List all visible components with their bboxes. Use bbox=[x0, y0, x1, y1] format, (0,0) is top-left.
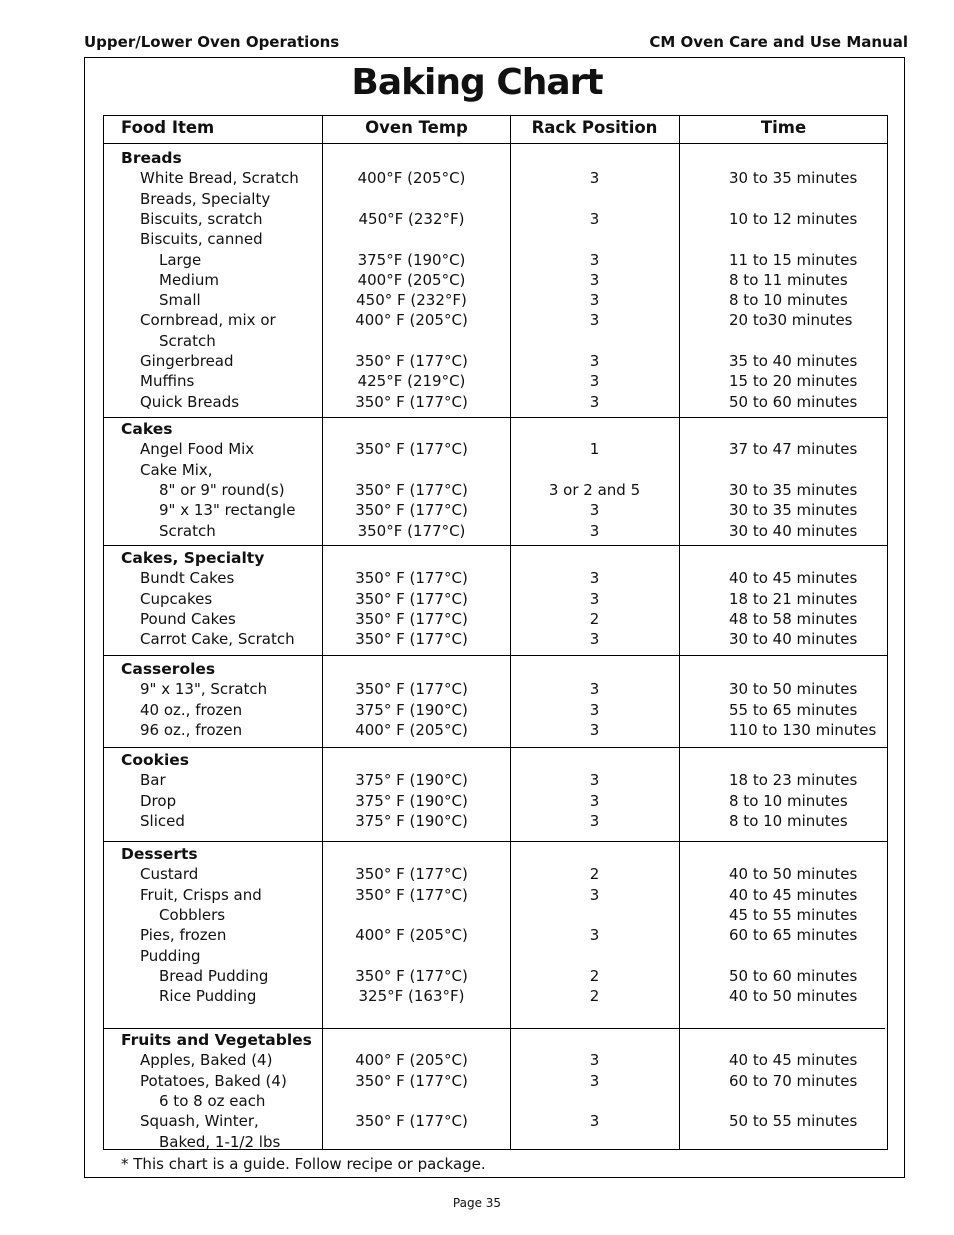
section-heading: Cakes, Specialty bbox=[121, 549, 265, 567]
bake-time: 40 to 50 minutes bbox=[729, 987, 858, 1006]
food-item: Custard bbox=[140, 865, 199, 884]
section-divider bbox=[103, 545, 888, 546]
oven-temp: 350° F (177°C) bbox=[355, 609, 468, 628]
rack-position: 3 bbox=[589, 569, 600, 588]
bake-time: 50 to 60 minutes bbox=[729, 966, 858, 985]
food-item: Medium bbox=[159, 270, 219, 289]
header-manual-title: CM Oven Care and Use Manual bbox=[649, 33, 908, 51]
food-item: Baked, 1-1/2 lbs bbox=[159, 1132, 281, 1151]
oven-temp: 375° F (190°C) bbox=[355, 700, 468, 719]
section-heading: Casseroles bbox=[121, 660, 216, 678]
food-item: 6 to 8 oz each bbox=[159, 1091, 266, 1110]
oven-temp: 400° F (205°C) bbox=[355, 311, 468, 330]
rack-position: 3 bbox=[589, 392, 600, 411]
rack-position: 3 bbox=[589, 250, 600, 269]
rack-position: 3 or 2 and 5 bbox=[548, 480, 641, 499]
oven-temp: 350° F (177°C) bbox=[355, 501, 468, 520]
rack-position: 3 bbox=[589, 791, 600, 810]
food-item: Biscuits, canned bbox=[140, 230, 263, 249]
food-item: Carrot Cake, Scratch bbox=[140, 630, 295, 649]
oven-temp: 350° F (177°C) bbox=[355, 392, 468, 411]
rack-position: 3 bbox=[589, 169, 600, 188]
oven-temp: 350° F (177°C) bbox=[355, 865, 468, 884]
food-item: Gingerbread bbox=[140, 352, 234, 370]
food-item: Rice Pudding bbox=[159, 987, 257, 1006]
food-item: Quick Breads bbox=[140, 392, 240, 411]
food-item: Drop bbox=[140, 791, 177, 810]
bake-time: 50 to 55 minutes bbox=[729, 1112, 858, 1131]
oven-temp: 375°F (190°C) bbox=[357, 250, 466, 269]
bake-time: 15 to 20 minutes bbox=[729, 372, 858, 391]
rack-position: 2 bbox=[589, 966, 600, 985]
food-item: Cobblers bbox=[159, 905, 226, 924]
rack-position: 3 bbox=[589, 501, 600, 520]
rack-position: 3 bbox=[589, 885, 600, 904]
bake-time: 60 to 70 minutes bbox=[729, 1071, 858, 1090]
rack-position: 2 bbox=[589, 609, 600, 628]
food-item: Scratch bbox=[159, 331, 216, 350]
bake-time: 55 to 65 minutes bbox=[729, 700, 858, 719]
food-item: Cornbread, mix or bbox=[140, 311, 276, 330]
oven-temp: 350° F (177°C) bbox=[355, 680, 468, 699]
oven-temp: 350° F (177°C) bbox=[355, 966, 468, 985]
header-divider bbox=[103, 143, 888, 144]
bake-time: 110 to 130 minutes bbox=[729, 720, 877, 739]
page-number: Page 35 bbox=[452, 1196, 502, 1210]
food-item: 9" x 13" rectangle bbox=[159, 501, 296, 520]
oven-temp: 400° F (205°C) bbox=[355, 926, 468, 945]
bake-time: 18 to 21 minutes bbox=[729, 589, 858, 608]
food-item: 8" or 9" round(s) bbox=[159, 480, 285, 499]
food-item: Bundt Cakes bbox=[140, 569, 235, 588]
bake-time: 45 to 55 minutes bbox=[729, 905, 858, 924]
food-item: Scratch bbox=[159, 521, 216, 540]
food-item: Pound Cakes bbox=[140, 609, 236, 628]
food-item: 9" x 13", Scratch bbox=[140, 680, 268, 699]
oven-temp: 350° F (177°C) bbox=[355, 1071, 468, 1090]
bake-time: 8 to 10 minutes bbox=[729, 791, 848, 810]
oven-temp: 325°F (163°F) bbox=[358, 987, 465, 1006]
food-item: Apples, Baked (4) bbox=[140, 1051, 273, 1070]
food-item: Pudding bbox=[140, 946, 201, 965]
food-item: Squash, Winter, bbox=[140, 1112, 259, 1131]
food-item: Bar bbox=[140, 771, 166, 790]
section-heading: Desserts bbox=[121, 845, 198, 863]
bake-time: 50 to 60 minutes bbox=[729, 392, 858, 411]
section-heading: Cookies bbox=[121, 751, 190, 769]
food-item: 96 oz., frozen bbox=[140, 720, 243, 739]
rack-position: 3 bbox=[589, 1051, 600, 1070]
bake-time: 30 to 40 minutes bbox=[729, 521, 858, 540]
bake-time: 30 to 35 minutes bbox=[729, 169, 858, 188]
food-item: Cake Mix, bbox=[140, 460, 213, 479]
oven-temp: 350° F (177°C) bbox=[355, 480, 468, 499]
food-item: White Bread, Scratch bbox=[140, 169, 299, 188]
oven-temp: 400°F (205°C) bbox=[357, 169, 466, 188]
bake-time: 40 to 45 minutes bbox=[729, 885, 858, 904]
food-item: Cupcakes bbox=[140, 589, 213, 608]
food-item: Bread Pudding bbox=[159, 966, 269, 985]
oven-temp: 375° F (190°C) bbox=[355, 771, 468, 790]
food-item: Large bbox=[159, 250, 202, 269]
bake-time: 20 to30 minutes bbox=[729, 311, 853, 330]
rack-position: 3 bbox=[589, 372, 600, 391]
rack-position: 3 bbox=[589, 630, 600, 649]
bake-time: 35 to 40 minutes bbox=[729, 352, 858, 370]
section-divider bbox=[103, 747, 888, 748]
column-header-food-item: Food Item bbox=[121, 118, 215, 137]
bake-time: 11 to 15 minutes bbox=[729, 250, 858, 269]
bake-time: 40 to 45 minutes bbox=[729, 1051, 858, 1070]
oven-temp: 400°F (205°C) bbox=[357, 270, 466, 289]
rack-position: 3 bbox=[589, 1112, 600, 1131]
rack-position: 3 bbox=[589, 811, 600, 830]
food-item: Pies, frozen bbox=[140, 926, 227, 945]
section-divider bbox=[103, 655, 888, 656]
food-item: Fruit, Crisps and bbox=[140, 885, 262, 904]
rack-position: 3 bbox=[589, 291, 600, 310]
bake-time: 30 to 35 minutes bbox=[729, 480, 858, 499]
oven-temp: 350° F (177°C) bbox=[355, 569, 468, 588]
rack-position: 3 bbox=[589, 311, 600, 330]
rack-position: 2 bbox=[589, 865, 600, 884]
bake-time: 48 to 58 minutes bbox=[729, 609, 858, 628]
bake-time: 40 to 50 minutes bbox=[729, 865, 858, 884]
oven-temp: 350° F (177°C) bbox=[355, 352, 468, 370]
bake-time: 8 to 10 minutes bbox=[729, 811, 848, 830]
oven-temp: 350° F (177°C) bbox=[355, 1112, 468, 1131]
oven-temp: 350° F (177°C) bbox=[355, 589, 468, 608]
column-header-rack-position: Rack Position bbox=[531, 118, 658, 137]
section-heading: Fruits and Vegetables bbox=[121, 1031, 312, 1049]
header-section-title: Upper/Lower Oven Operations bbox=[84, 33, 340, 51]
page-title: Baking Chart bbox=[351, 62, 603, 103]
rack-position: 3 bbox=[589, 926, 600, 945]
oven-temp: 350° F (177°C) bbox=[355, 885, 468, 904]
food-item: 40 oz., frozen bbox=[140, 700, 243, 719]
rack-position: 3 bbox=[589, 352, 600, 370]
bake-time: 37 to 47 minutes bbox=[729, 440, 858, 459]
rack-position: 2 bbox=[589, 987, 600, 1006]
rack-position: 3 bbox=[589, 771, 600, 790]
food-item: Biscuits, scratch bbox=[140, 209, 263, 228]
rack-position: 3 bbox=[589, 209, 600, 228]
bake-time: 30 to 35 minutes bbox=[729, 501, 858, 520]
bake-time: 18 to 23 minutes bbox=[729, 771, 858, 790]
food-item: Small bbox=[159, 291, 201, 310]
oven-temp: 450° F (232°F) bbox=[356, 291, 467, 310]
section-divider bbox=[103, 417, 888, 418]
oven-temp: 400° F (205°C) bbox=[355, 1051, 468, 1070]
bake-time: 40 to 45 minutes bbox=[729, 569, 858, 588]
oven-temp: 375° F (190°C) bbox=[355, 791, 468, 810]
rack-position: 3 bbox=[589, 589, 600, 608]
rack-position: 3 bbox=[589, 270, 600, 289]
footnote: * This chart is a guide. Follow recipe or package. bbox=[121, 1155, 486, 1173]
rack-position: 3 bbox=[589, 720, 600, 739]
rack-position: 3 bbox=[589, 700, 600, 719]
oven-temp: 350°F (177°C) bbox=[357, 521, 466, 540]
food-item: Breads, Specialty bbox=[140, 189, 271, 208]
section-heading: Cakes bbox=[121, 420, 173, 438]
bake-time: 10 to 12 minutes bbox=[729, 209, 858, 228]
bake-time: 60 to 65 minutes bbox=[729, 926, 858, 945]
bake-time: 8 to 11 minutes bbox=[729, 270, 848, 289]
rack-position: 1 bbox=[589, 440, 600, 459]
bake-time: 30 to 50 minutes bbox=[729, 680, 858, 699]
oven-temp: 400° F (205°C) bbox=[355, 720, 468, 739]
food-item: Potatoes, Baked (4) bbox=[140, 1071, 287, 1090]
column-header-oven-temp: Oven Temp bbox=[365, 118, 468, 137]
oven-temp: 450°F (232°F) bbox=[358, 209, 465, 228]
rack-position: 3 bbox=[589, 680, 600, 699]
section-divider bbox=[103, 841, 888, 842]
column-divider bbox=[679, 115, 680, 1150]
oven-temp: 350° F (177°C) bbox=[355, 440, 468, 459]
section-divider bbox=[103, 1028, 885, 1029]
bake-time: 30 to 40 minutes bbox=[729, 630, 858, 649]
food-item: Muffins bbox=[140, 372, 195, 391]
column-header-time: Time bbox=[760, 118, 807, 137]
section-heading: Breads bbox=[121, 149, 182, 167]
rack-position: 3 bbox=[589, 1071, 600, 1090]
food-item: Angel Food Mix bbox=[140, 440, 255, 459]
food-item: Sliced bbox=[140, 811, 185, 830]
oven-temp: 375° F (190°C) bbox=[355, 811, 468, 830]
rack-position: 3 bbox=[589, 521, 600, 540]
oven-temp: 425°F (219°C) bbox=[357, 372, 466, 391]
oven-temp: 350° F (177°C) bbox=[355, 630, 468, 649]
bake-time: 8 to 10 minutes bbox=[729, 291, 848, 310]
